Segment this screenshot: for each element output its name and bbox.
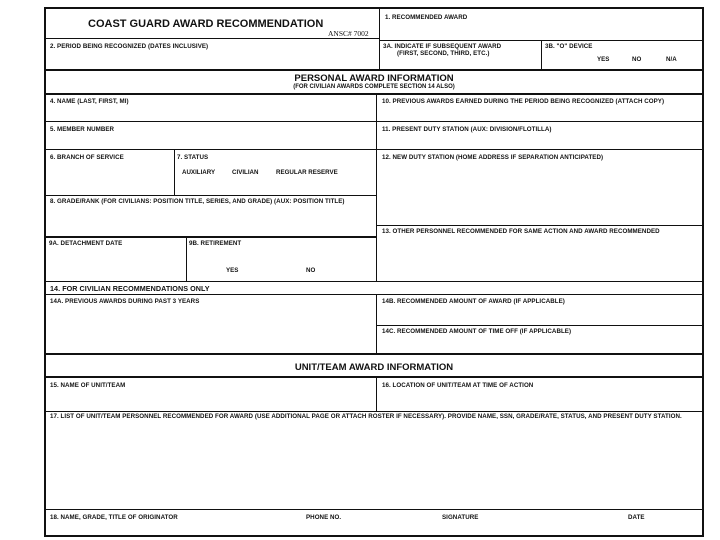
new-duty-station-field[interactable] (377, 162, 701, 224)
divider (46, 93, 702, 95)
field-13-label: 13. OTHER PERSONNEL RECOMMENDED FOR SAME ACTION AND AWARD RECOMMENDED (382, 228, 660, 235)
award-amount-field[interactable] (377, 306, 701, 324)
unit-location-field[interactable] (377, 390, 701, 410)
divider (376, 325, 702, 326)
time-off-amount-field[interactable] (377, 336, 701, 352)
divider (46, 121, 376, 122)
divider (46, 38, 379, 39)
status-regular-reserve-option[interactable]: REGULAR RESERVE (276, 169, 338, 176)
signature-label: SIGNATURE (442, 514, 479, 521)
award-form (44, 7, 704, 537)
field-3a-sublabel: (FIRST, SECOND, THIRD, ETC.) (397, 50, 490, 57)
divider (46, 195, 376, 196)
field-9b-label: 9B. RETIREMENT (189, 240, 242, 247)
divider (46, 509, 702, 510)
field-18-label: 18. NAME, GRADE, TITLE OF ORIGINATOR (50, 514, 178, 521)
divider (46, 411, 702, 412)
form-number: ANSC# 7002 (328, 29, 369, 38)
o-device-yes-option[interactable]: YES (597, 56, 610, 63)
divider (541, 40, 542, 69)
field-7-label: 7. STATUS (177, 154, 209, 161)
o-device-na-option[interactable]: N/A (666, 56, 677, 63)
field-14c-label: 14C. RECOMMENDED AMOUNT OF TIME OFF (IF APPLICABLE) (382, 328, 572, 335)
divider (376, 225, 702, 226)
field-5-label: 5. MEMBER NUMBER (50, 126, 115, 133)
other-personnel-field[interactable] (377, 243, 701, 280)
status-civilian-option[interactable]: CIVILIAN (232, 169, 259, 176)
divider (46, 294, 702, 295)
divider (376, 149, 702, 150)
originator-signature-row[interactable] (47, 521, 701, 535)
field-14-heading: 14. FOR CIVILIAN RECOMMENDATIONS ONLY (50, 284, 210, 293)
divider (46, 69, 702, 71)
personal-section-title: PERSONAL AWARD INFORMATION (294, 73, 454, 84)
grade-rank-field[interactable] (47, 213, 375, 235)
divider (376, 121, 702, 122)
divider (174, 149, 175, 195)
field-14a-label: 14A. PREVIOUS AWARDS DURING PAST 3 YEARS (50, 298, 200, 305)
field-15-label: 15. NAME OF UNIT/TEAM (50, 382, 126, 389)
divider (46, 149, 376, 150)
branch-of-service-field[interactable] (47, 162, 173, 192)
divider (186, 236, 187, 281)
field-1-label: 1. RECOMMENDED AWARD (385, 14, 468, 21)
field-3b-label: 3B. "O" DEVICE (545, 43, 593, 50)
field-6-label: 6. BRANCH OF SERVICE (50, 154, 124, 161)
name-field[interactable] (47, 106, 375, 120)
unit-personnel-list-field[interactable] (47, 429, 701, 507)
o-device-no-option[interactable]: NO (632, 56, 642, 63)
date-label: DATE (628, 514, 645, 521)
form-title: COAST GUARD AWARD RECOMMENDATION (88, 18, 324, 30)
field-10-label: 10. PREVIOUS AWARDS EARNED DURING THE PERIOD BEING RECOGNIZED (ATTACH COPY) (382, 98, 665, 105)
subsequent-award-field[interactable] (380, 57, 540, 68)
field-8-label: 8. GRADE/RANK (FOR CIVILIANS: POSITION TITLE, SERIES, AND GRADE) (AUX: POSITION TITLE) (50, 198, 345, 205)
divider (46, 236, 376, 238)
present-duty-station-field[interactable] (377, 134, 701, 148)
personal-section-subtitle: (FOR CIVILIAN AWARDS COMPLETE SECTION 14 ALSO) (293, 84, 455, 90)
retirement-no-option[interactable]: NO (306, 267, 316, 274)
detachment-date-field[interactable] (47, 248, 185, 280)
retirement-yes-option[interactable]: YES (226, 267, 239, 274)
field-9a-label: 9A. DETACHMENT DATE (49, 240, 123, 247)
status-auxiliary-option[interactable]: AUXILIARY (182, 169, 216, 176)
unit-section-title: UNIT/TEAM AWARD INFORMATION (294, 362, 454, 373)
divider (46, 376, 702, 378)
field-17-label: 17. LIST OF UNIT/TEAM PERSONNEL RECOMMENDED FOR AWARD (USE ADDITIONAL PAGE OR ATTACH ROSTER IF NECESSARY). PROVIDE NAME, SSN, GRADE/RATE, STATUS, AND PRESENT DUTY STATION. (50, 413, 682, 420)
member-number-field[interactable] (47, 134, 375, 148)
field-3a-label: 3A. INDICATE IF SUBSEQUENT AWARD (383, 43, 502, 50)
civilian-previous-awards-field[interactable] (47, 306, 375, 352)
recommended-award-field[interactable] (380, 21, 702, 41)
previous-awards-field[interactable] (377, 113, 701, 120)
field-4-label: 4. NAME (LAST, FIRST, MI) (50, 98, 129, 105)
field-2-label: 2. PERIOD BEING RECOGNIZED (DATES INCLUSIVE) (50, 43, 209, 50)
phone-label: PHONE NO. (306, 514, 342, 521)
unit-name-field[interactable] (47, 390, 375, 410)
divider (46, 281, 702, 282)
period-recognized-field[interactable] (47, 51, 378, 67)
field-12-label: 12. NEW DUTY STATION (HOME ADDRESS IF SEPARATION ANTICIPATED) (382, 154, 604, 161)
divider (46, 353, 702, 355)
field-14b-label: 14B. RECOMMENDED AMOUNT OF AWARD (IF APPLICABLE) (382, 298, 565, 305)
field-16-label: 16. LOCATION OF UNIT/TEAM AT TIME OF ACTION (382, 382, 534, 389)
field-11-label: 11. PRESENT DUTY STATION (AUX: DIVISION/FLOTILLA) (382, 126, 552, 133)
